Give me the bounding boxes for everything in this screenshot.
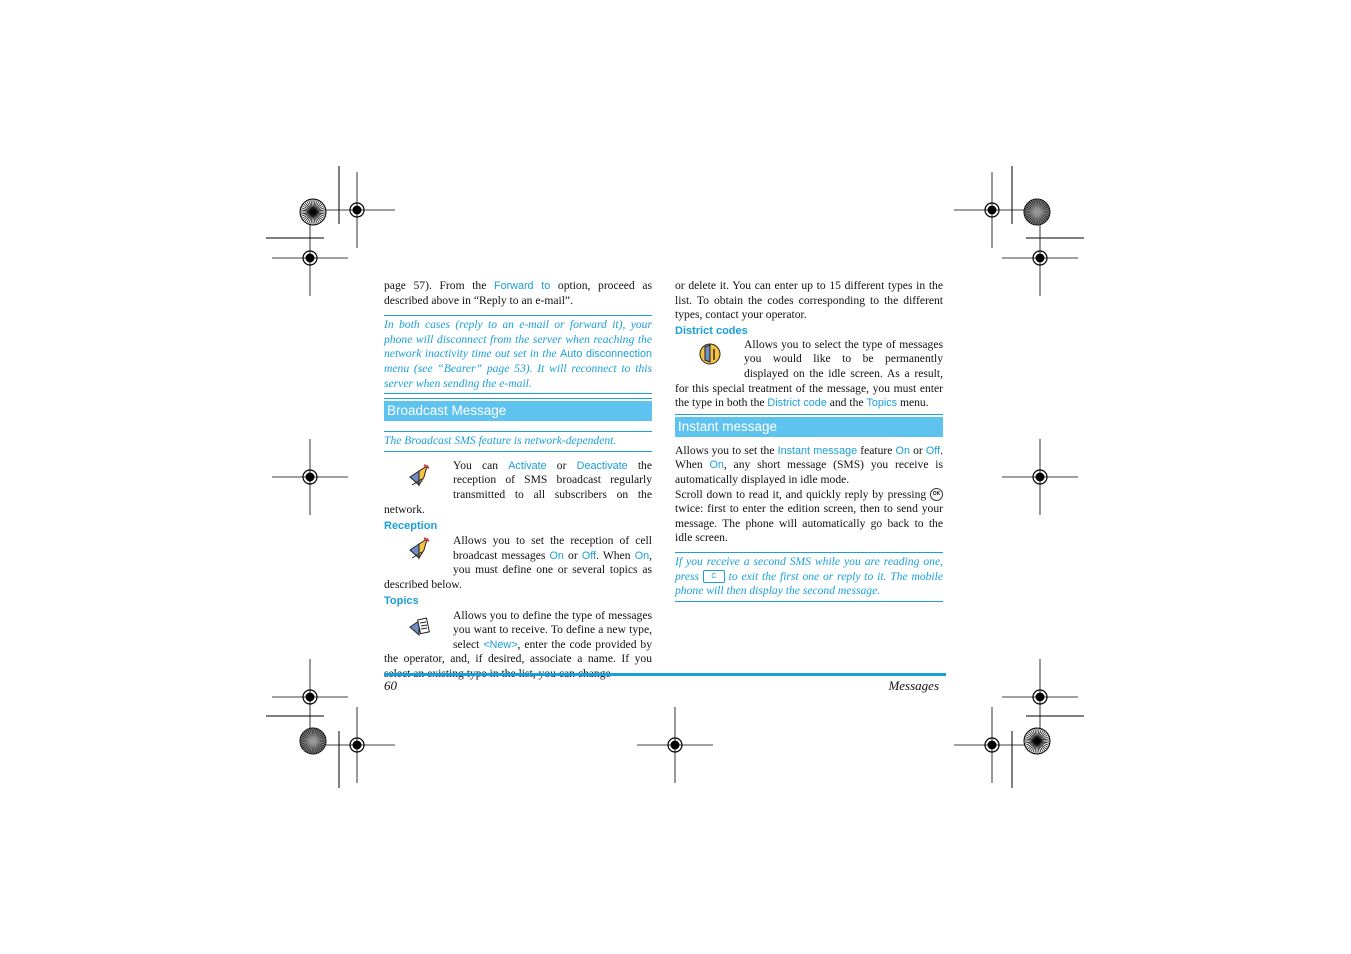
broadcast-intro: You can Activate or Deactivate the reception of SMS broadcast regularly transmitted to all subscribers on the network. (384, 458, 652, 516)
instant-message-paragraph: Allows you to set the Instant message feature On or Off. When On, any short message (SMS) you receive is automatically displayed in idle mode. (675, 443, 943, 486)
c-key-icon: C (703, 570, 725, 583)
broadcast-network-note: The Broadcast SMS feature is network-dependent. (384, 431, 652, 452)
broadcast-message-heading: Broadcast Message (384, 399, 652, 421)
starburst-mark (300, 199, 326, 225)
registration-target (272, 659, 348, 735)
registration-target (1002, 439, 1078, 515)
ok-key-icon: OK (930, 488, 943, 501)
topics-section: Allows you to define the type of messages you want to receive. To define a new type, select <New>, enter the code provided by the operator, and, if desired, associate a name. If you (384, 608, 652, 666)
starburst-mark (1024, 199, 1050, 225)
district-codes-icon (675, 338, 744, 368)
left-column (384, 279, 652, 681)
registration-target (954, 172, 1030, 248)
reception-section: Allows you to set the reception of cell broadcast messages On or Off. When On, you must define one or several topics as described below. (384, 534, 652, 591)
district-codes-section: Allows you to select the type of messages you would like to be permanently displayed on the idle screen. As a result, for this special treatment of the message, you must enter the type in both the District code and the Topics menu. (675, 337, 943, 410)
topics-continuation: or delete it. You can enter up to 15 different types in the list. To obtain the codes corresponding to the different types, contact your operator. (675, 279, 943, 322)
page-number: 60 (384, 678, 397, 693)
district-codes-heading: District codes (675, 324, 748, 337)
registration-target (637, 707, 713, 783)
footer-rule (384, 673, 946, 676)
auto-disconnection-option: Auto disconnection (560, 348, 652, 361)
registration-target (272, 220, 348, 296)
forward-to-option: Forward to (493, 280, 551, 292)
right-column (675, 279, 943, 602)
registration-target (954, 707, 1030, 783)
second-sms-note: If you receive a second SMS while you are reading one, press C to exit the first one or reply to it. The mobile phone will then display the second message. (675, 552, 943, 602)
registration-target (319, 707, 395, 783)
starburst-mark (1024, 728, 1050, 754)
disconnect-note: In both cases (reply to an e-mail or forward it), your phone will disconnect from the server when reaching the network inactivity time out set in the Auto disconnection menu (see “Bearer” page 53). It will reconnect to this server when sending the e-mail. (384, 315, 652, 394)
registration-target (1002, 220, 1078, 296)
topics-heading: Topics (384, 594, 419, 607)
broadcast-icon (384, 459, 453, 489)
section-name: Messages (888, 678, 939, 693)
scroll-reply-paragraph: Scroll down to read it, and quickly reply by pressing OK twice: first to enter the edition screen, then to send your message. The phone will automatically go back to the idle screen. (675, 487, 943, 545)
instant-message-heading: Instant message (675, 415, 943, 437)
starburst-mark (300, 728, 326, 754)
registration-target (1002, 659, 1078, 735)
registration-target (272, 439, 348, 515)
reception-icon (384, 534, 453, 564)
registration-target (319, 172, 395, 248)
topics-icon (384, 609, 453, 639)
intro-paragraph: page 57). From the Forward to option, proceed as described above in “Reply to an e-mail”. (384, 279, 652, 307)
reception-heading: Reception (384, 520, 438, 533)
